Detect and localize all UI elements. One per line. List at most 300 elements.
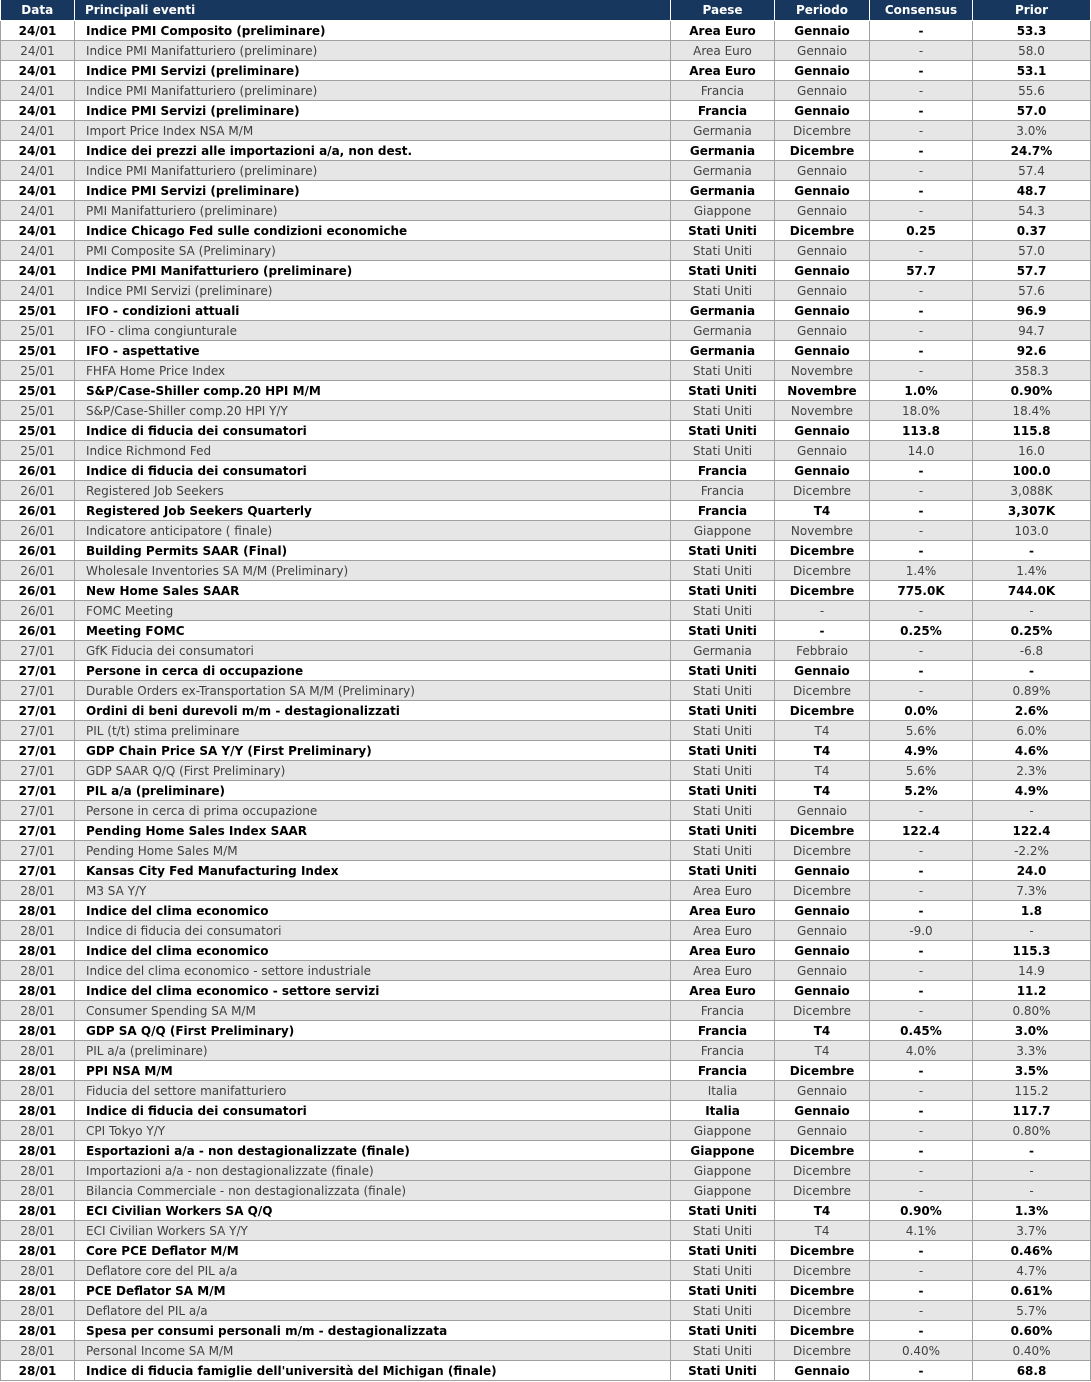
table-row bbox=[1, 741, 1091, 761]
cell-consensus: - bbox=[870, 21, 973, 41]
cell-date: 27/01 bbox=[1, 781, 75, 801]
table-row bbox=[1, 1201, 1091, 1221]
cell-consensus: - bbox=[870, 1001, 973, 1021]
cell-period: T4 bbox=[775, 1041, 870, 1061]
cell-prior: 24.0 bbox=[973, 861, 1091, 881]
cell-consensus: - bbox=[870, 461, 973, 481]
cell-date: 28/01 bbox=[1, 1041, 75, 1061]
table-row bbox=[1, 821, 1091, 841]
cell-period: Gennaio bbox=[775, 341, 870, 361]
cell-consensus: - bbox=[870, 361, 973, 381]
cell-prior: - bbox=[973, 1181, 1091, 1201]
cell-consensus: 4.1% bbox=[870, 1221, 973, 1241]
table-row bbox=[1, 281, 1091, 301]
cell-country: Stati Uniti bbox=[671, 1241, 775, 1261]
cell-period: Gennaio bbox=[775, 61, 870, 81]
cell-event: IFO - condizioni attuali bbox=[75, 301, 671, 321]
cell-event: Indice PMI Servizi (preliminare) bbox=[75, 181, 671, 201]
cell-event: GfK Fiducia dei consumatori bbox=[75, 641, 671, 661]
cell-prior: 358.3 bbox=[973, 361, 1091, 381]
table-row bbox=[1, 41, 1091, 61]
cell-prior: 53.1 bbox=[973, 61, 1091, 81]
cell-period: Gennaio bbox=[775, 321, 870, 341]
cell-event: Indice PMI Servizi (preliminare) bbox=[75, 61, 671, 81]
cell-prior: 4.6% bbox=[973, 741, 1091, 761]
cell-event: PIL a/a (preliminare) bbox=[75, 781, 671, 801]
cell-consensus: 113.8 bbox=[870, 421, 973, 441]
cell-country: Francia bbox=[671, 1061, 775, 1081]
cell-consensus: - bbox=[870, 601, 973, 621]
table-row bbox=[1, 521, 1091, 541]
cell-consensus: - bbox=[870, 681, 973, 701]
cell-date: 28/01 bbox=[1, 1301, 75, 1321]
cell-country: Area Euro bbox=[671, 901, 775, 921]
cell-event: Indice PMI Composito (preliminare) bbox=[75, 21, 671, 41]
cell-event: PIL (t/t) stima preliminare bbox=[75, 721, 671, 741]
table-row bbox=[1, 1061, 1091, 1081]
cell-date: 27/01 bbox=[1, 761, 75, 781]
cell-country: Giappone bbox=[671, 521, 775, 541]
cell-event: Deflatore del PIL a/a bbox=[75, 1301, 671, 1321]
cell-date: 25/01 bbox=[1, 321, 75, 341]
cell-consensus: - bbox=[870, 41, 973, 61]
cell-country: Area Euro bbox=[671, 21, 775, 41]
cell-date: 24/01 bbox=[1, 61, 75, 81]
cell-consensus: - bbox=[870, 1141, 973, 1161]
cell-prior: 103.0 bbox=[973, 521, 1091, 541]
cell-date: 28/01 bbox=[1, 921, 75, 941]
cell-consensus: 1.0% bbox=[870, 381, 973, 401]
cell-period: Gennaio bbox=[775, 461, 870, 481]
cell-consensus: 4.9% bbox=[870, 741, 973, 761]
cell-consensus: - bbox=[870, 1181, 973, 1201]
table-row bbox=[1, 1161, 1091, 1181]
cell-country: Stati Uniti bbox=[671, 401, 775, 421]
cell-date: 26/01 bbox=[1, 541, 75, 561]
cell-event: Ordini di beni durevoli m/m - destagionalizzati bbox=[75, 701, 671, 721]
cell-event: ECI Civilian Workers SA Q/Q bbox=[75, 1201, 671, 1221]
cell-country: Francia bbox=[671, 481, 775, 501]
cell-period: Dicembre bbox=[775, 1281, 870, 1301]
cell-country: Germania bbox=[671, 181, 775, 201]
cell-event: Pending Home Sales Index SAAR bbox=[75, 821, 671, 841]
table-row bbox=[1, 1021, 1091, 1041]
cell-consensus: - bbox=[870, 121, 973, 141]
cell-date: 28/01 bbox=[1, 1001, 75, 1021]
cell-period: Dicembre bbox=[775, 581, 870, 601]
cell-date: 24/01 bbox=[1, 201, 75, 221]
cell-consensus: - bbox=[870, 661, 973, 681]
cell-prior: 92.6 bbox=[973, 341, 1091, 361]
cell-event: CPI Tokyo Y/Y bbox=[75, 1121, 671, 1141]
cell-consensus: - bbox=[870, 321, 973, 341]
cell-consensus: - bbox=[870, 301, 973, 321]
cell-consensus: - bbox=[870, 1101, 973, 1121]
cell-prior: 0.89% bbox=[973, 681, 1091, 701]
cell-country: Stati Uniti bbox=[671, 361, 775, 381]
cell-period: T4 bbox=[775, 721, 870, 741]
cell-country: Area Euro bbox=[671, 921, 775, 941]
cell-event: FOMC Meeting bbox=[75, 601, 671, 621]
cell-country: Stati Uniti bbox=[671, 441, 775, 461]
cell-event: Indice Richmond Fed bbox=[75, 441, 671, 461]
cell-period: Gennaio bbox=[775, 801, 870, 821]
cell-date: 27/01 bbox=[1, 821, 75, 841]
cell-event: Wholesale Inventories SA M/M (Preliminary) bbox=[75, 561, 671, 581]
table-row bbox=[1, 601, 1091, 621]
table-row bbox=[1, 1141, 1091, 1161]
cell-consensus: - bbox=[870, 201, 973, 221]
cell-prior: 1.4% bbox=[973, 561, 1091, 581]
cell-consensus: - bbox=[870, 901, 973, 921]
cell-country: Francia bbox=[671, 501, 775, 521]
table-row bbox=[1, 261, 1091, 281]
cell-country: Stati Uniti bbox=[671, 621, 775, 641]
cell-period: Novembre bbox=[775, 381, 870, 401]
cell-date: 25/01 bbox=[1, 421, 75, 441]
cell-consensus: 0.90% bbox=[870, 1201, 973, 1221]
cell-prior: 115.3 bbox=[973, 941, 1091, 961]
cell-period: T4 bbox=[775, 761, 870, 781]
cell-date: 26/01 bbox=[1, 621, 75, 641]
table-row bbox=[1, 1001, 1091, 1021]
cell-period: Gennaio bbox=[775, 101, 870, 121]
cell-event: Indice di fiducia dei consumatori bbox=[75, 421, 671, 441]
table-row bbox=[1, 641, 1091, 661]
cell-country: Stati Uniti bbox=[671, 841, 775, 861]
table-row bbox=[1, 1361, 1091, 1381]
cell-consensus: - bbox=[870, 1321, 973, 1341]
table-row bbox=[1, 161, 1091, 181]
cell-consensus: - bbox=[870, 541, 973, 561]
table-row bbox=[1, 781, 1091, 801]
cell-consensus: - bbox=[870, 481, 973, 501]
table-row bbox=[1, 881, 1091, 901]
cell-country: Giappone bbox=[671, 201, 775, 221]
cell-country: Francia bbox=[671, 81, 775, 101]
cell-period: Novembre bbox=[775, 361, 870, 381]
cell-date: 26/01 bbox=[1, 561, 75, 581]
cell-event: Core PCE Deflator M/M bbox=[75, 1241, 671, 1261]
cell-consensus: - bbox=[870, 1061, 973, 1081]
cell-period: Dicembre bbox=[775, 841, 870, 861]
cell-event: Importazioni a/a - non destagionalizzate (finale) bbox=[75, 1161, 671, 1181]
cell-country: Germania bbox=[671, 301, 775, 321]
cell-date: 28/01 bbox=[1, 1181, 75, 1201]
cell-period: Dicembre bbox=[775, 1061, 870, 1081]
cell-prior: 115.8 bbox=[973, 421, 1091, 441]
cell-date: 28/01 bbox=[1, 1361, 75, 1381]
cell-country: Francia bbox=[671, 101, 775, 121]
cell-consensus: 14.0 bbox=[870, 441, 973, 461]
cell-event: GDP SA Q/Q (First Preliminary) bbox=[75, 1021, 671, 1041]
cell-date: 24/01 bbox=[1, 281, 75, 301]
cell-prior: 744.0K bbox=[973, 581, 1091, 601]
cell-consensus: - bbox=[870, 1161, 973, 1181]
cell-country: Stati Uniti bbox=[671, 681, 775, 701]
cell-country: Stati Uniti bbox=[671, 741, 775, 761]
table-row bbox=[1, 1261, 1091, 1281]
cell-period: Dicembre bbox=[775, 221, 870, 241]
cell-prior: 1.8 bbox=[973, 901, 1091, 921]
cell-event: Pending Home Sales M/M bbox=[75, 841, 671, 861]
cell-country: Stati Uniti bbox=[671, 1361, 775, 1381]
cell-period: Dicembre bbox=[775, 1321, 870, 1341]
cell-event: PPI NSA M/M bbox=[75, 1061, 671, 1081]
table-row bbox=[1, 661, 1091, 681]
cell-period: Dicembre bbox=[775, 1241, 870, 1261]
cell-period: T4 bbox=[775, 1021, 870, 1041]
cell-date: 26/01 bbox=[1, 481, 75, 501]
cell-date: 28/01 bbox=[1, 1101, 75, 1121]
cell-event: Indice Chicago Fed sulle condizioni economiche bbox=[75, 221, 671, 241]
cell-prior: 0.80% bbox=[973, 1001, 1091, 1021]
cell-prior: 55.6 bbox=[973, 81, 1091, 101]
cell-date: 24/01 bbox=[1, 81, 75, 101]
cell-date: 27/01 bbox=[1, 681, 75, 701]
cell-consensus: - bbox=[870, 521, 973, 541]
cell-prior: 0.80% bbox=[973, 1121, 1091, 1141]
cell-event: Indice PMI Servizi (preliminare) bbox=[75, 281, 671, 301]
cell-prior: 0.40% bbox=[973, 1341, 1091, 1361]
cell-prior: 3,088K bbox=[973, 481, 1091, 501]
header-prior: Prior bbox=[973, 0, 1091, 21]
cell-period: Gennaio bbox=[775, 961, 870, 981]
cell-consensus: - bbox=[870, 841, 973, 861]
cell-date: 28/01 bbox=[1, 1081, 75, 1101]
cell-event: IFO - aspettative bbox=[75, 341, 671, 361]
cell-event: S&P/Case-Shiller comp.20 HPI M/M bbox=[75, 381, 671, 401]
cell-prior: 0.46% bbox=[973, 1241, 1091, 1261]
cell-prior: 11.2 bbox=[973, 981, 1091, 1001]
cell-event: Indice di fiducia dei consumatori bbox=[75, 921, 671, 941]
cell-consensus: - bbox=[870, 1081, 973, 1101]
cell-prior: 0.60% bbox=[973, 1321, 1091, 1341]
cell-date: 27/01 bbox=[1, 741, 75, 761]
cell-country: Francia bbox=[671, 461, 775, 481]
cell-event: IFO - clima congiunturale bbox=[75, 321, 671, 341]
table-row bbox=[1, 61, 1091, 81]
cell-country: Stati Uniti bbox=[671, 701, 775, 721]
table-row bbox=[1, 801, 1091, 821]
cell-date: 26/01 bbox=[1, 461, 75, 481]
table-row bbox=[1, 1321, 1091, 1341]
cell-prior: 96.9 bbox=[973, 301, 1091, 321]
cell-date: 25/01 bbox=[1, 441, 75, 461]
table-row bbox=[1, 941, 1091, 961]
cell-prior: 0.37 bbox=[973, 221, 1091, 241]
cell-period: Dicembre bbox=[775, 821, 870, 841]
cell-prior: 0.25% bbox=[973, 621, 1091, 641]
cell-date: 27/01 bbox=[1, 661, 75, 681]
cell-date: 28/01 bbox=[1, 1341, 75, 1361]
cell-prior: - bbox=[973, 1141, 1091, 1161]
cell-consensus: 4.0% bbox=[870, 1041, 973, 1061]
cell-period: T4 bbox=[775, 1201, 870, 1221]
table-row bbox=[1, 21, 1091, 41]
cell-country: Stati Uniti bbox=[671, 1301, 775, 1321]
cell-prior: 3.0% bbox=[973, 121, 1091, 141]
cell-period: Dicembre bbox=[775, 1161, 870, 1181]
cell-consensus: - bbox=[870, 161, 973, 181]
cell-period: Dicembre bbox=[775, 561, 870, 581]
cell-date: 24/01 bbox=[1, 221, 75, 241]
cell-period: Dicembre bbox=[775, 141, 870, 161]
cell-country: Area Euro bbox=[671, 981, 775, 1001]
cell-country: Stati Uniti bbox=[671, 281, 775, 301]
cell-prior: 18.4% bbox=[973, 401, 1091, 421]
cell-country: Stati Uniti bbox=[671, 261, 775, 281]
table-row bbox=[1, 621, 1091, 641]
cell-date: 28/01 bbox=[1, 961, 75, 981]
cell-consensus: 0.40% bbox=[870, 1341, 973, 1361]
cell-consensus: - bbox=[870, 101, 973, 121]
cell-event: Durable Orders ex-Transportation SA M/M (Preliminary) bbox=[75, 681, 671, 701]
cell-consensus: 122.4 bbox=[870, 821, 973, 841]
cell-prior: 5.7% bbox=[973, 1301, 1091, 1321]
cell-period: Gennaio bbox=[775, 301, 870, 321]
cell-date: 25/01 bbox=[1, 341, 75, 361]
cell-event: Indice di fiducia dei consumatori bbox=[75, 1101, 671, 1121]
cell-prior: 57.4 bbox=[973, 161, 1091, 181]
cell-country: Giappone bbox=[671, 1121, 775, 1141]
cell-country: Stati Uniti bbox=[671, 541, 775, 561]
cell-event: Persone in cerca di occupazione bbox=[75, 661, 671, 681]
cell-consensus: - bbox=[870, 1241, 973, 1261]
cell-event: Personal Income SA M/M bbox=[75, 1341, 671, 1361]
cell-event: GDP SAAR Q/Q (First Preliminary) bbox=[75, 761, 671, 781]
cell-prior: 0.61% bbox=[973, 1281, 1091, 1301]
cell-period: Gennaio bbox=[775, 661, 870, 681]
cell-prior: 2.6% bbox=[973, 701, 1091, 721]
cell-event: Indice di fiducia famiglie dell'università del Michigan (finale) bbox=[75, 1361, 671, 1381]
header-row bbox=[1, 0, 1091, 21]
cell-prior: - bbox=[973, 661, 1091, 681]
cell-event: New Home Sales SAAR bbox=[75, 581, 671, 601]
table-row bbox=[1, 961, 1091, 981]
cell-prior: 58.0 bbox=[973, 41, 1091, 61]
table-body bbox=[1, 21, 1091, 1381]
cell-country: Italia bbox=[671, 1081, 775, 1101]
table-row bbox=[1, 101, 1091, 121]
cell-consensus: - bbox=[870, 141, 973, 161]
cell-period: T4 bbox=[775, 741, 870, 761]
cell-country: Stati Uniti bbox=[671, 1261, 775, 1281]
cell-period: Dicembre bbox=[775, 121, 870, 141]
cell-country: Francia bbox=[671, 1041, 775, 1061]
cell-date: 28/01 bbox=[1, 1061, 75, 1081]
cell-date: 25/01 bbox=[1, 401, 75, 421]
cell-country: Italia bbox=[671, 1101, 775, 1121]
table-row bbox=[1, 561, 1091, 581]
cell-date: 28/01 bbox=[1, 1321, 75, 1341]
cell-event: Deflatore core del PIL a/a bbox=[75, 1261, 671, 1281]
cell-period: Novembre bbox=[775, 521, 870, 541]
table-row bbox=[1, 901, 1091, 921]
cell-prior: 0.90% bbox=[973, 381, 1091, 401]
cell-date: 24/01 bbox=[1, 241, 75, 261]
table-row bbox=[1, 301, 1091, 321]
cell-consensus: 5.6% bbox=[870, 721, 973, 741]
cell-date: 27/01 bbox=[1, 721, 75, 741]
cell-period: Gennaio bbox=[775, 421, 870, 441]
cell-date: 28/01 bbox=[1, 941, 75, 961]
cell-date: 28/01 bbox=[1, 1161, 75, 1181]
cell-event: PCE Deflator SA M/M bbox=[75, 1281, 671, 1301]
table-row bbox=[1, 481, 1091, 501]
cell-prior: 14.9 bbox=[973, 961, 1091, 981]
cell-prior: 54.3 bbox=[973, 201, 1091, 221]
cell-period: Dicembre bbox=[775, 681, 870, 701]
cell-event: Indice PMI Manifatturiero (preliminare) bbox=[75, 41, 671, 61]
table-row bbox=[1, 381, 1091, 401]
cell-event: Registered Job Seekers Quarterly bbox=[75, 501, 671, 521]
cell-date: 25/01 bbox=[1, 301, 75, 321]
table-row bbox=[1, 1341, 1091, 1361]
table-row bbox=[1, 761, 1091, 781]
cell-country: Germania bbox=[671, 321, 775, 341]
cell-event: PIL a/a (preliminare) bbox=[75, 1041, 671, 1061]
cell-country: Stati Uniti bbox=[671, 561, 775, 581]
cell-country: Giappone bbox=[671, 1161, 775, 1181]
cell-period: Dicembre bbox=[775, 1301, 870, 1321]
cell-event: M3 SA Y/Y bbox=[75, 881, 671, 901]
header-event: Principali eventi bbox=[75, 0, 671, 21]
cell-event: FHFA Home Price Index bbox=[75, 361, 671, 381]
cell-date: 27/01 bbox=[1, 641, 75, 661]
cell-prior: - bbox=[973, 921, 1091, 941]
cell-period: Gennaio bbox=[775, 921, 870, 941]
table-row bbox=[1, 221, 1091, 241]
table-row bbox=[1, 921, 1091, 941]
table-row bbox=[1, 581, 1091, 601]
cell-date: 28/01 bbox=[1, 981, 75, 1001]
cell-prior: 3,307K bbox=[973, 501, 1091, 521]
cell-date: 24/01 bbox=[1, 161, 75, 181]
cell-period: Gennaio bbox=[775, 261, 870, 281]
cell-country: Stati Uniti bbox=[671, 1221, 775, 1241]
cell-period: Dicembre bbox=[775, 1001, 870, 1021]
cell-prior: 6.0% bbox=[973, 721, 1091, 741]
cell-country: Stati Uniti bbox=[671, 1281, 775, 1301]
cell-country: Stati Uniti bbox=[671, 221, 775, 241]
cell-consensus: - bbox=[870, 1361, 973, 1381]
cell-country: Stati Uniti bbox=[671, 421, 775, 441]
cell-consensus: - bbox=[870, 801, 973, 821]
cell-country: Stati Uniti bbox=[671, 1321, 775, 1341]
cell-country: Stati Uniti bbox=[671, 381, 775, 401]
cell-prior: 100.0 bbox=[973, 461, 1091, 481]
table-row bbox=[1, 121, 1091, 141]
header-date: Data bbox=[1, 0, 75, 21]
cell-prior: 57.6 bbox=[973, 281, 1091, 301]
cell-event: Indicatore anticipatore ( finale) bbox=[75, 521, 671, 541]
cell-country: Germania bbox=[671, 121, 775, 141]
cell-consensus: - bbox=[870, 181, 973, 201]
table-row bbox=[1, 1301, 1091, 1321]
cell-prior: 48.7 bbox=[973, 181, 1091, 201]
cell-consensus: - bbox=[870, 81, 973, 101]
cell-event: PMI Composite SA (Preliminary) bbox=[75, 241, 671, 261]
cell-event: Indice di fiducia dei consumatori bbox=[75, 461, 671, 481]
cell-consensus: -9.0 bbox=[870, 921, 973, 941]
cell-event: Indice PMI Servizi (preliminare) bbox=[75, 101, 671, 121]
table-row bbox=[1, 1121, 1091, 1141]
cell-period: Novembre bbox=[775, 401, 870, 421]
cell-period: - bbox=[775, 601, 870, 621]
cell-prior: 57.0 bbox=[973, 241, 1091, 261]
table-row bbox=[1, 501, 1091, 521]
